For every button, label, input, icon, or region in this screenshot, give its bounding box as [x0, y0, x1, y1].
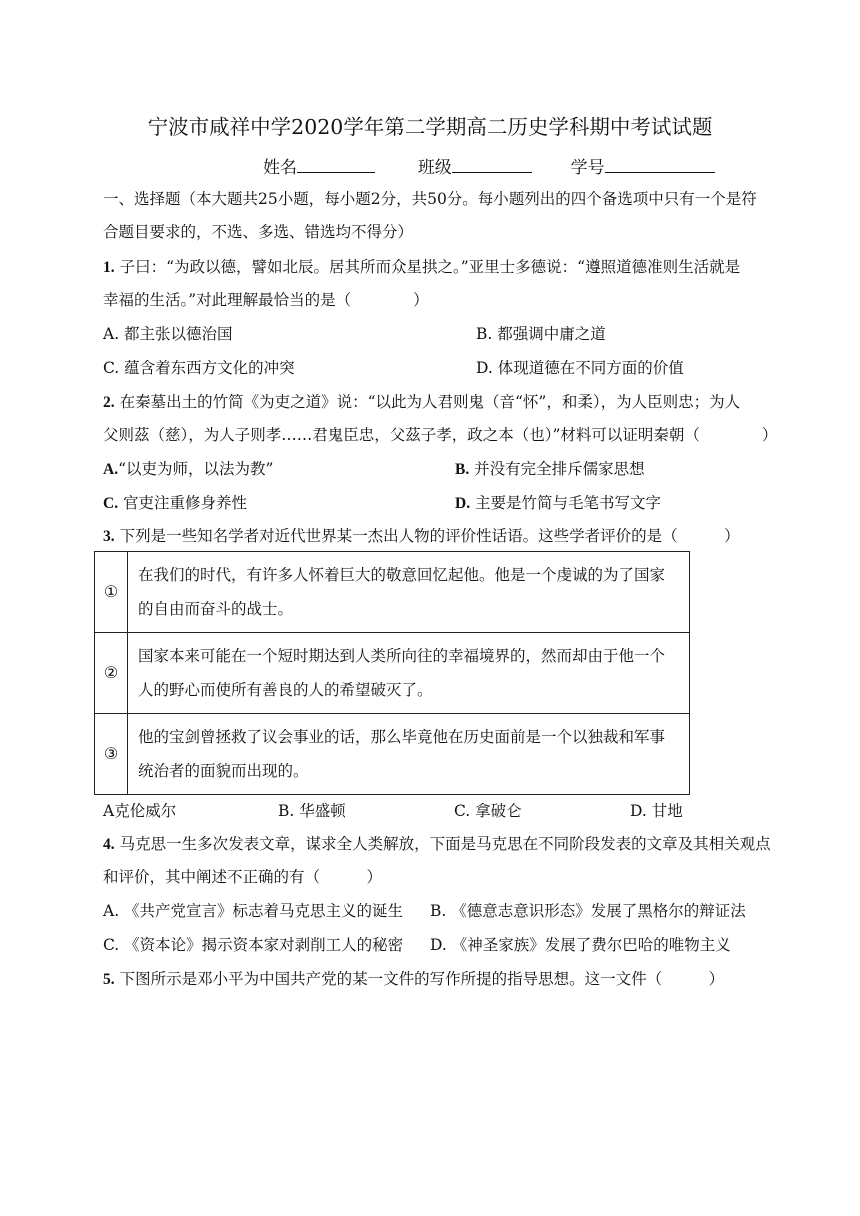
table-row — [95, 633, 690, 714]
class-label: 班级 — [417, 158, 452, 178]
quote-text: 他的宝剑曾拯救了议会事业的话，那么毕竟他在历史面前是一个以独裁和军事统治者的面貌而出现的。 — [128, 714, 690, 795]
q2-number: 2. — [103, 394, 115, 411]
section-heading-line-1: 一、选择题（本大题共25小题，每小题2分，共50分。每小题列出的四个备选项中只有一个是符 — [103, 190, 757, 208]
name-blank[interactable] — [297, 156, 375, 173]
q2-option-b-text: 并没有完全排斥儒家思想 — [474, 460, 645, 478]
q1-stem-line-2: 幸福的生活。”对此理解最恰当的是（ ） — [103, 291, 429, 309]
q2-option-d-text: 主要是竹简与毛笔书写文字 — [475, 494, 662, 512]
q5-number: 5. — [103, 971, 115, 988]
section-heading-line-2: 合题目要求的，不选、多选、错选均不得分） — [103, 223, 414, 241]
row-marker: ② — [95, 633, 128, 714]
q3-option-a[interactable]: A克伦威尔 — [103, 802, 177, 820]
q2-stem-line-1 — [103, 392, 740, 413]
class-blank[interactable] — [452, 156, 532, 173]
q4-stem-line-1 — [103, 834, 771, 855]
q4-number: 4. — [103, 836, 115, 853]
q2-option-c[interactable] — [103, 493, 247, 514]
q3-number: 3. — [103, 528, 115, 545]
row-marker: ③ — [95, 714, 128, 795]
quote-text: 国家本来可能在一个短时期达到人类所向往的幸福境界的，然而却由于他一个人的野心而使所有善良的人的希望破灭了。 — [128, 633, 690, 714]
q1-text-1: 子曰：“为政以德，譬如北辰。居其所而众星拱之。”亚里士多德说：“遵照道德准则生活就是 — [119, 258, 741, 276]
q3-text: 下列是一些知名学者对近代世界某一杰出人物的评价性话语。这些学者评价的是（ ） — [119, 527, 740, 545]
q4-text-1: 马克思一生多次发表文章，谋求全人类解放，下面是马克思在不同阶段发表的文章及其相关观点 — [119, 835, 771, 853]
q2-option-a[interactable] — [103, 459, 273, 480]
q4-option-b[interactable]: B. 《德意志意识形态》发展了黑格尔的辩证法 — [430, 902, 746, 920]
table-row — [95, 714, 690, 795]
q2-option-a-text: “以吏为师，以法为教” — [118, 460, 274, 478]
q3-stem — [103, 526, 740, 547]
name-label: 姓名 — [263, 158, 297, 178]
q1-option-c[interactable]: C. 蕴含着东西方文化的冲突 — [103, 359, 295, 377]
q2-option-c-text: 官吏注重修身养性 — [123, 494, 248, 512]
q3-option-d[interactable]: D. 甘地 — [630, 802, 683, 820]
q3-option-c[interactable]: C. 拿破仑 — [454, 802, 522, 820]
q1-option-d[interactable]: D. 体现道德在不同方面的价值 — [476, 359, 684, 377]
table-row — [95, 552, 690, 633]
q1-option-b[interactable]: B. 都强调中庸之道 — [476, 325, 606, 343]
q4-option-a[interactable]: A. 《共产党宣言》标志着马克思主义的诞生 — [103, 902, 404, 920]
q2-text-1: 在秦墓出土的竹简《为吏之道》说：“以此为人君则鬼（音“怀”，和柔），为人臣则忠；为人 — [119, 393, 741, 411]
q4-option-d[interactable]: D. 《神圣家族》发展了费尔巴哈的唯物主义 — [430, 936, 731, 954]
quote-text: 在我们的时代，有许多人怀着巨大的敬意回忆起他。他是一个虔诚的为了国家的自由而奋斗的战士。 — [128, 552, 690, 633]
q1-stem-line-1 — [103, 257, 740, 278]
q4-stem-line-2: 和评价，其中阐述不正确的有（ ） — [103, 868, 383, 886]
student-info-line — [263, 156, 715, 179]
q1-number: 1. — [103, 259, 115, 276]
student-id-blank[interactable] — [605, 156, 715, 173]
q5-stem — [103, 969, 724, 990]
q2-option-d[interactable] — [455, 493, 661, 514]
page-title: 宁波市咸祥中学2020学年第二学期高二历史学科期中考试试题 — [147, 115, 713, 139]
q2-option-d-label: D. — [455, 495, 471, 512]
q2-option-c-label: C. — [103, 495, 119, 512]
q3-quote-table — [94, 551, 690, 795]
q4-option-c[interactable]: C. 《资本论》揭示资本家对剥削工人的秘密 — [103, 936, 404, 954]
q1-option-a[interactable]: A. 都主张以德治国 — [103, 325, 233, 343]
row-marker: ① — [95, 552, 128, 633]
q2-option-b[interactable] — [455, 459, 645, 480]
q2-option-a-label: A. — [103, 461, 119, 478]
q2-option-b-label: B. — [455, 461, 470, 478]
student-id-label: 学号 — [570, 158, 605, 178]
q5-text: 下图所示是邓小平为中国共产党的某一文件的写作所提的指导思想。这一文件（ ） — [119, 970, 725, 988]
q2-stem-line-2: 父则茲（慈），为人子则孝……君鬼臣忠，父茲子孝，政之本（也）”材料可以证明秦朝（ ） — [103, 426, 778, 444]
q3-option-b[interactable]: B. 华盛顿 — [278, 802, 346, 820]
